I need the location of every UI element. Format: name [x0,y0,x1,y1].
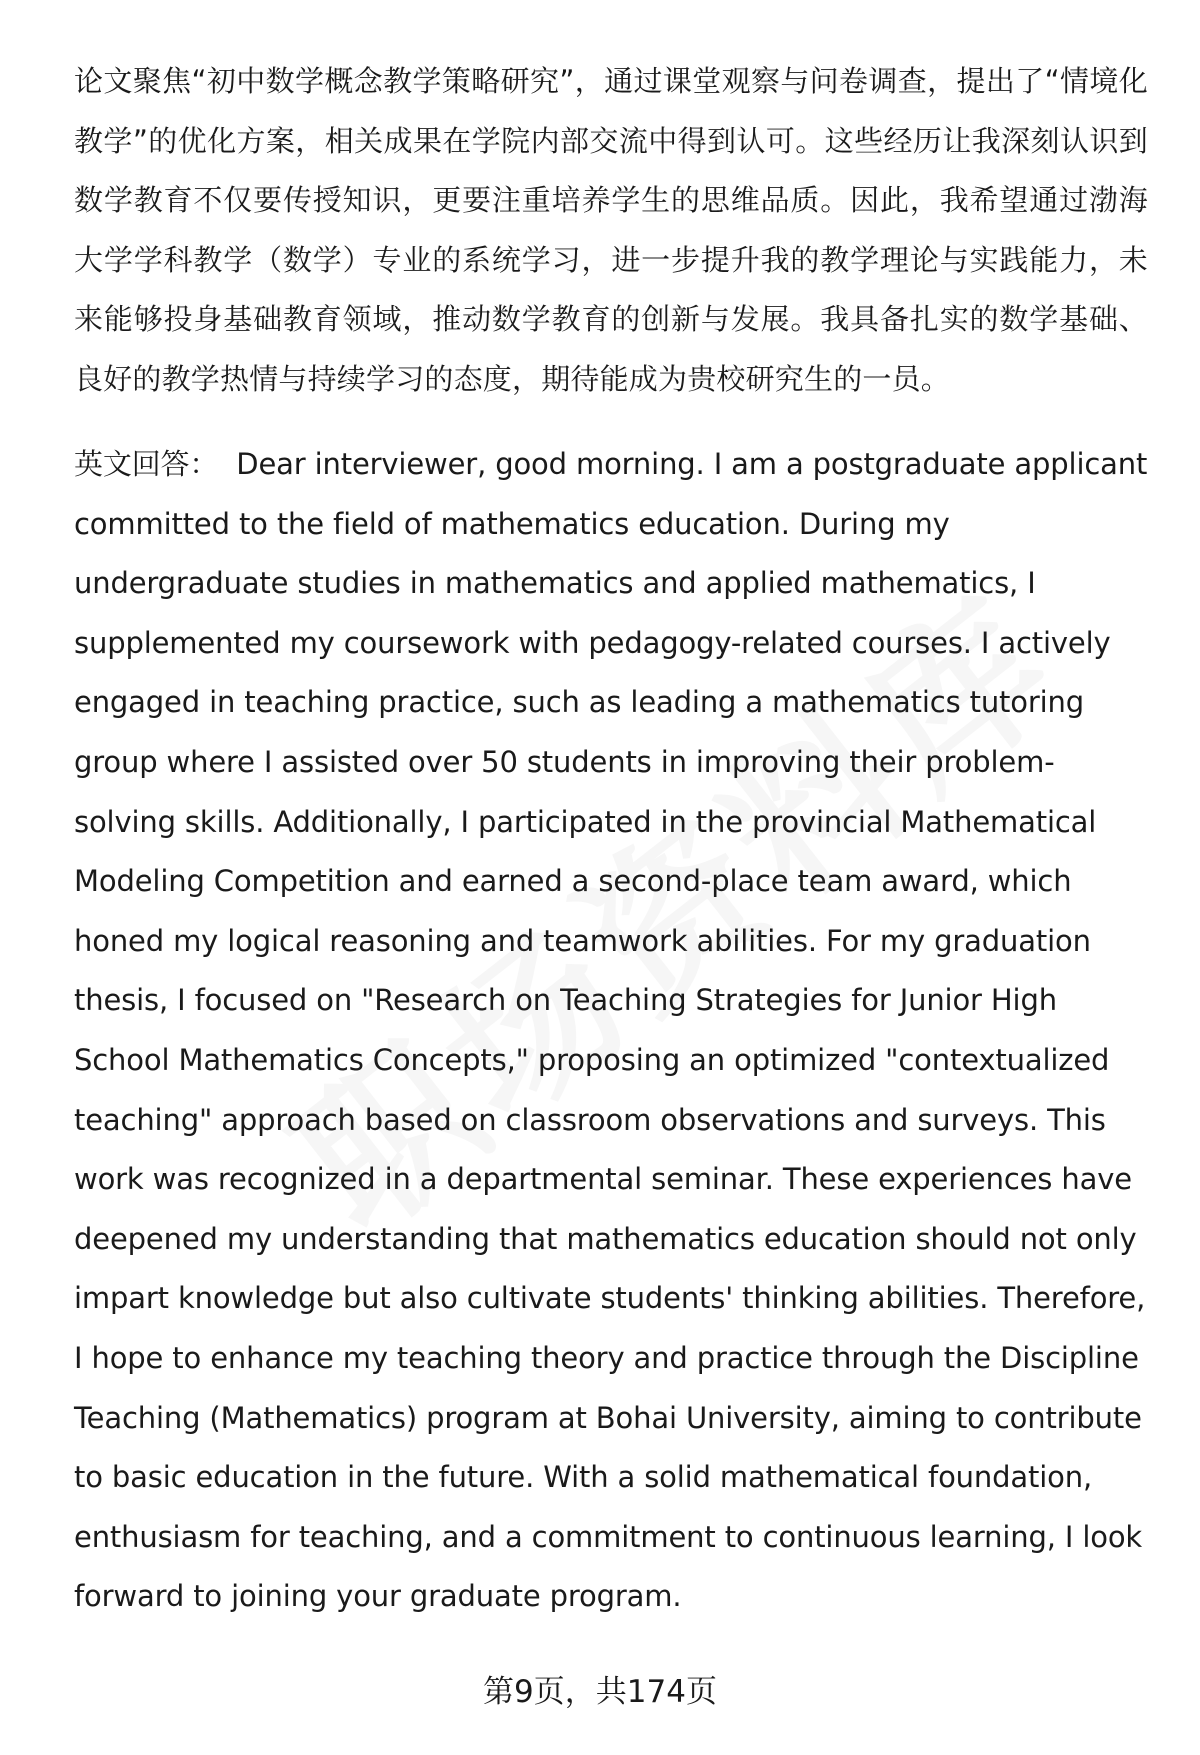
chinese-paragraph: 论文聚焦“初中数学概念教学策略研究”，通过课堂观察与问卷调查，提出了“情境化教学”的优化方案，相关成果在学院内部交流中得到认可。这些经历让我深刻认识到数学教育不仅要传授知识，更要注重培养学生的思维品质。因此，我希望通过渤海大学学科教学（数学）专业的系统学习，进一步提升我的教学理论与实践能力，未来能够投身基础教育领域，推动数学教育的创新与发展。我具备扎实的数学基础、良好的教学热情与持续学习的态度，期待能成为贵校研究生的一员。 [74,64,1148,396]
english-answer-text: Dear interviewer, good morning. I am a postgraduate applicant committed to the field of mathematics education. During my undergraduate studies in mathematics and applied mathematics, I supplemented my coursework with pedagogy-related courses. I actively engaged in teaching practice, such as leading a mathematics tutoring group where I assisted over 50 students in improving their problem-solving skills. Additionally, I participated in the provincial Mathematical Modeling Competition and earned a second-place team award, which honed my logical reasoning and teamwork abilities. For my graduation thesis, I focused on "Research on Teaching Strategies for Junior High School Mathematics Concepts," proposing an optimized "contextualized teaching" approach based on classroom observations and surveys. This work was recognized in a departmental seminar. These experiences have deepened my understanding that mathematics education should not only impart knowledge but also cultivate students' thinking abilities. Therefore, I hope to enhance my teaching theory and practice through the Discipline Teaching (Mathematics) program at Bohai University, aiming to contribute to basic education in the future. With a solid mathematical foundation, enthusiasm for teaching, and a commitment to continuous learning, I look forward to joining your graduate program. [74,447,1148,1614]
english-answer-label: 英文回答： [74,447,219,481]
english-answer-paragraph [74,435,1148,1627]
page-indicator: 第9页，共174页 [483,1674,717,1710]
document-body [74,52,1148,1627]
